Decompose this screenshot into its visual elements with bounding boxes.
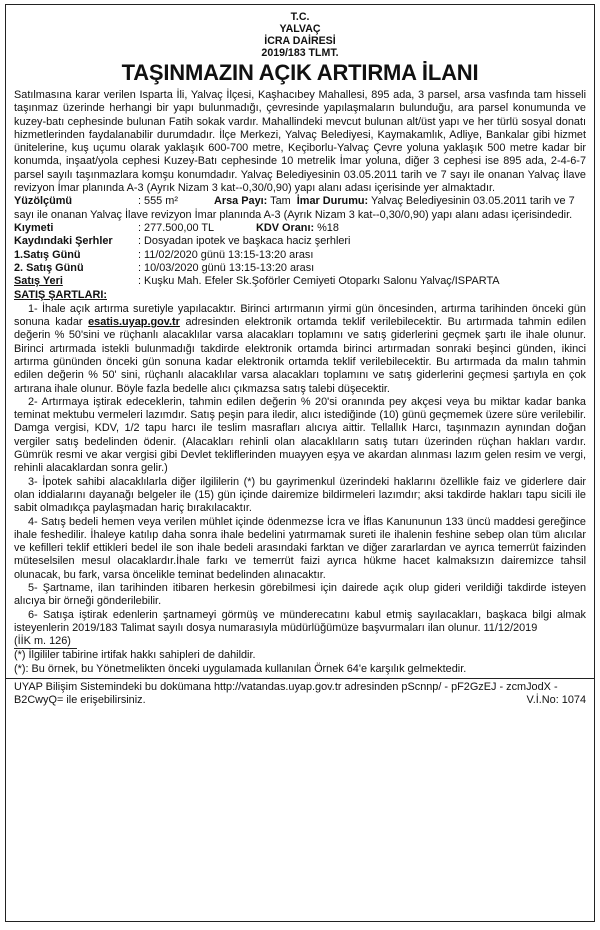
condition-6: 6- Satışa iştirak edenlerin şartnameyi görmüş ve münderecatını kabul etmiş sayılacakları, başkaca bilgi almak isteyenlerin 2019/183 Talimat sayılı dosya numarasıyla müdürlüğümüze başvurmaları ilan olunur. 11/12/2019 xyxy=(14,608,586,634)
header-district: YALVAÇ xyxy=(279,23,321,35)
sale-day-2-label: 2. Satış Günü xyxy=(14,261,84,274)
area-label: Yüzölçümü xyxy=(14,195,73,208)
property-description: Satılmasına karar verilen Isparta İli, Yalvaç İlçesi, Kaşhacıbey Mahallesi, 895 ada, 3 parsel, arsa vasfında tam hisseli taşınmaz üzerinde herhangi bir yapı bulunmadığı, çevresinde yapılaşmaların bulunduğu, ara parsel konumunda ve kuzey-batı cephesinde bulunan Fatih sokak vardır. Mahallindeki mevcut bulunan alt/üst yapı ve her türlü sosyal donatı hizmetlerinden faydalanabilir durumdadır. İlçe Merkezi, Yalvaç Belediyesi, Kaymakamlık, Adliye, Bankalar gibi hizmet ünitelerine, kuş uçumu olarak yaklaşık 600-700 metre, Keçiborlu-Yalvaç Çevre yoluna yaklaşık 500 metre kadar bir konumda, inşaat/yola cephesi Kuzey-Batı cephesinde 10 metrelik İmar yoluna, diğer 3 cephesi ise 895 ada, 2-4-6-7 parsel sayılı taşınmazlara komşu konumdadır. Yalvaç Belediyesinin 03.05.2011 tarih ve 7 sayı ile onanan Yalvaç İlave revizyon İmar planında A-3 (Ayrık Nizam 3 kat--0,30/0,90) yapı alanı adası içerisinde yer almaktadır. xyxy=(14,89,586,195)
footer xyxy=(6,678,594,708)
condition-5: 5- Şartname, ilan tarihinden itibaren herkesin görebilmesi için dairede açık olup gideri verildiği takdirde isteyen alıcıya bir örneği gönderilebilir. xyxy=(14,581,586,608)
page-title: TAŞINMAZIN AÇIK ARTIRMA İLANI xyxy=(121,60,479,85)
sale-day-1-line xyxy=(14,249,586,262)
condition-1 xyxy=(14,303,586,396)
esatis-link[interactable]: esatis.uyap.gov.tr xyxy=(88,316,180,329)
zoning-value: Yalvaç Belediyesinin 03.05.2011 tarih ve 7 sayı ile onanan Yalvaç İlave revizyon İmar planında A-3 (Ayrık Nizam 3 kat--0,30/0,90) yapı alanı adası içerisindedir. xyxy=(14,195,575,221)
share-value: Tam xyxy=(270,195,291,208)
vat-label: KDV Oranı: xyxy=(256,221,315,234)
condition-1-text-a: 1- İhale açık artırma suretiyle yapılacaktır. Birinci artırmanın yirmi gün öncesinden, artırma tarihinden önceki gün sonuna kadar xyxy=(14,302,586,329)
annotations-value: : Dosyadan ipotek ve başkaca haciz şerhleri xyxy=(138,235,351,248)
header-office: İCRA DAİRESİ xyxy=(264,35,336,47)
condition-4: 4- Satış bedeli hemen veya verilen mühlet içinde ödenmezse İcra ve İflas Kanununun 133 üncü maddesi gereğince ihale feshedilir. İhaleye katılıp daha sonra ihale bedelini yatırmamak sureti ile ihalenin feshine sebep olan tüm alıcılar ve kefilleri teklif ettikleri bedel ile son ihale bedeli arasındaki farktan ve diğer zararlardan ve ayrıca temerrüt faizinden müteselsilen mesul olacaklardır.İhale farkı ve temerrüt faizi ayrıca hükme hacet kalmaksızın dairemizce tahsil olunacak, bu fark, varsa öncelikle teminat bedelinden alınacaktır. xyxy=(14,515,586,581)
zoning-label: İmar Durumu: xyxy=(296,195,369,208)
sale-place-value: : Kuşku Mah. Efeler Sk.Şoförler Cemiyeti Otoparkı Salonu Yalvaç/ISPARTA xyxy=(138,275,500,288)
annotations-label: Kaydındaki Şerhler xyxy=(14,235,113,248)
sale-place-label: Satış Yeri xyxy=(14,275,63,288)
vat-value: %18 xyxy=(317,221,339,234)
value-label: Kıymeti xyxy=(14,221,54,234)
note-2: (*): Bu örnek, bu Yönetmelikten önceki uygulamada kullanılan Örnek 64'e karşılık gelmektedir. xyxy=(14,662,467,675)
conditions-title: SATIŞ ŞARTLARI: xyxy=(14,289,107,302)
share-label: Arsa Payı: xyxy=(214,195,268,208)
header-file-no: 2019/183 TLMT. xyxy=(261,47,339,59)
footer-vi-no: V.İ.No: 1074 xyxy=(526,694,586,707)
condition-3: 3- İpotek sahibi alacaklılarla diğer ilgililerin (*) bu gayrimenkul üzerindeki haklarını özellikle faiz ve giderlere dair olan iddialarını dayanağı belgeler ile (15) gün içinde dairemize bildirmeleri lazımdır; aksi takdirde hakları tapu sicili ile sabit olmadıkça paylaşmadan hariç bırakılacaktır. xyxy=(14,475,586,515)
annotations-line xyxy=(14,235,586,248)
area-value: : 555 m² xyxy=(138,195,178,208)
header-tc: T.C. xyxy=(290,11,310,23)
condition-2: 2- Artırmaya iştirak edeceklerin, tahmin edilen değerin % 20'si oranında pey akçesi veya bu miktar kadar banka teminat mektubu vermeleri lazımdır. Satış peşin para iledir, alıcı istediğinde (10) günü geçmemek üzere süre verilebilir. Damga vergisi, KDV, 1/2 tapu harcı ile teslim masrafları alıcıya aittir. Tellallık Harcı, taşınmazın aynından doğan vergiler satış bedelinden ödenir. (Alacakları rehinli olan alacaklıların satış tutarı üzerinden rüçhan hakları vardır. Gümrük resmi ve akar vergisi gibi Devlet tekliflerinden muayyen eşya ve akardan alınması lazım gelen resim ve vergi, rehinli alacaklardan sonra gelir.) xyxy=(14,395,586,475)
area-line xyxy=(14,195,586,222)
value-amount: : 277.500,00 TL xyxy=(138,221,215,234)
condition-1-text-b: adresinden elektronik ortamda teklif verilebilecektir. Bu artırmada tahmin edilen değerin % 50'sini ve rüçhanlı alacaklılar varsa alacakları toplamını ve satış giderlerini geçmek şartı ile ihale olunur. Birinci artırmada istekli bulunmadığı takdirde elektronik ortamda birinci artırmadan sonraki beşinci günden, ikinci artırma gününden önceki gün sonuna kadar elektronik ortamda teklif verilebilecektir. Bu artırmada da malın tahmin edilen değerin % 50' sini, rüçhanlı alacaklılar varsa alacakları toplamını ve satış giderlerini geçmesi şartıyla en çok artırana ihale olunur. Böyle fazla bedelle alıcı çıkmazsa satış talebi düşecektir. xyxy=(14,316,586,395)
announcement-page xyxy=(5,4,595,922)
sale-day-2-value: : 10/03/2020 günü 13:15-13:20 arası xyxy=(138,261,315,274)
sale-day-1-label: 1.Satış Günü xyxy=(14,248,81,261)
note-1: (*) İlgililer tabirine irtifak hakkı sahipleri de dahildir. xyxy=(14,649,256,662)
footer-access-text: UYAP Bilişim Sistemindeki bu dokümana http://vatandas.uyap.gov.tr adresinden pScnnp/ - pF2GzEJ - zcmJodX - B2CwyQ= ile erişebilirsiniz. xyxy=(14,681,558,707)
sale-day-1-value: : 11/02/2020 günü 13:15-13:20 arası xyxy=(138,248,314,261)
law-reference-text: (İİK m. 126) xyxy=(14,635,77,649)
sale-day-2-line xyxy=(14,262,586,275)
sale-place-line xyxy=(14,275,586,288)
law-reference xyxy=(14,635,586,649)
value-line xyxy=(14,222,586,235)
